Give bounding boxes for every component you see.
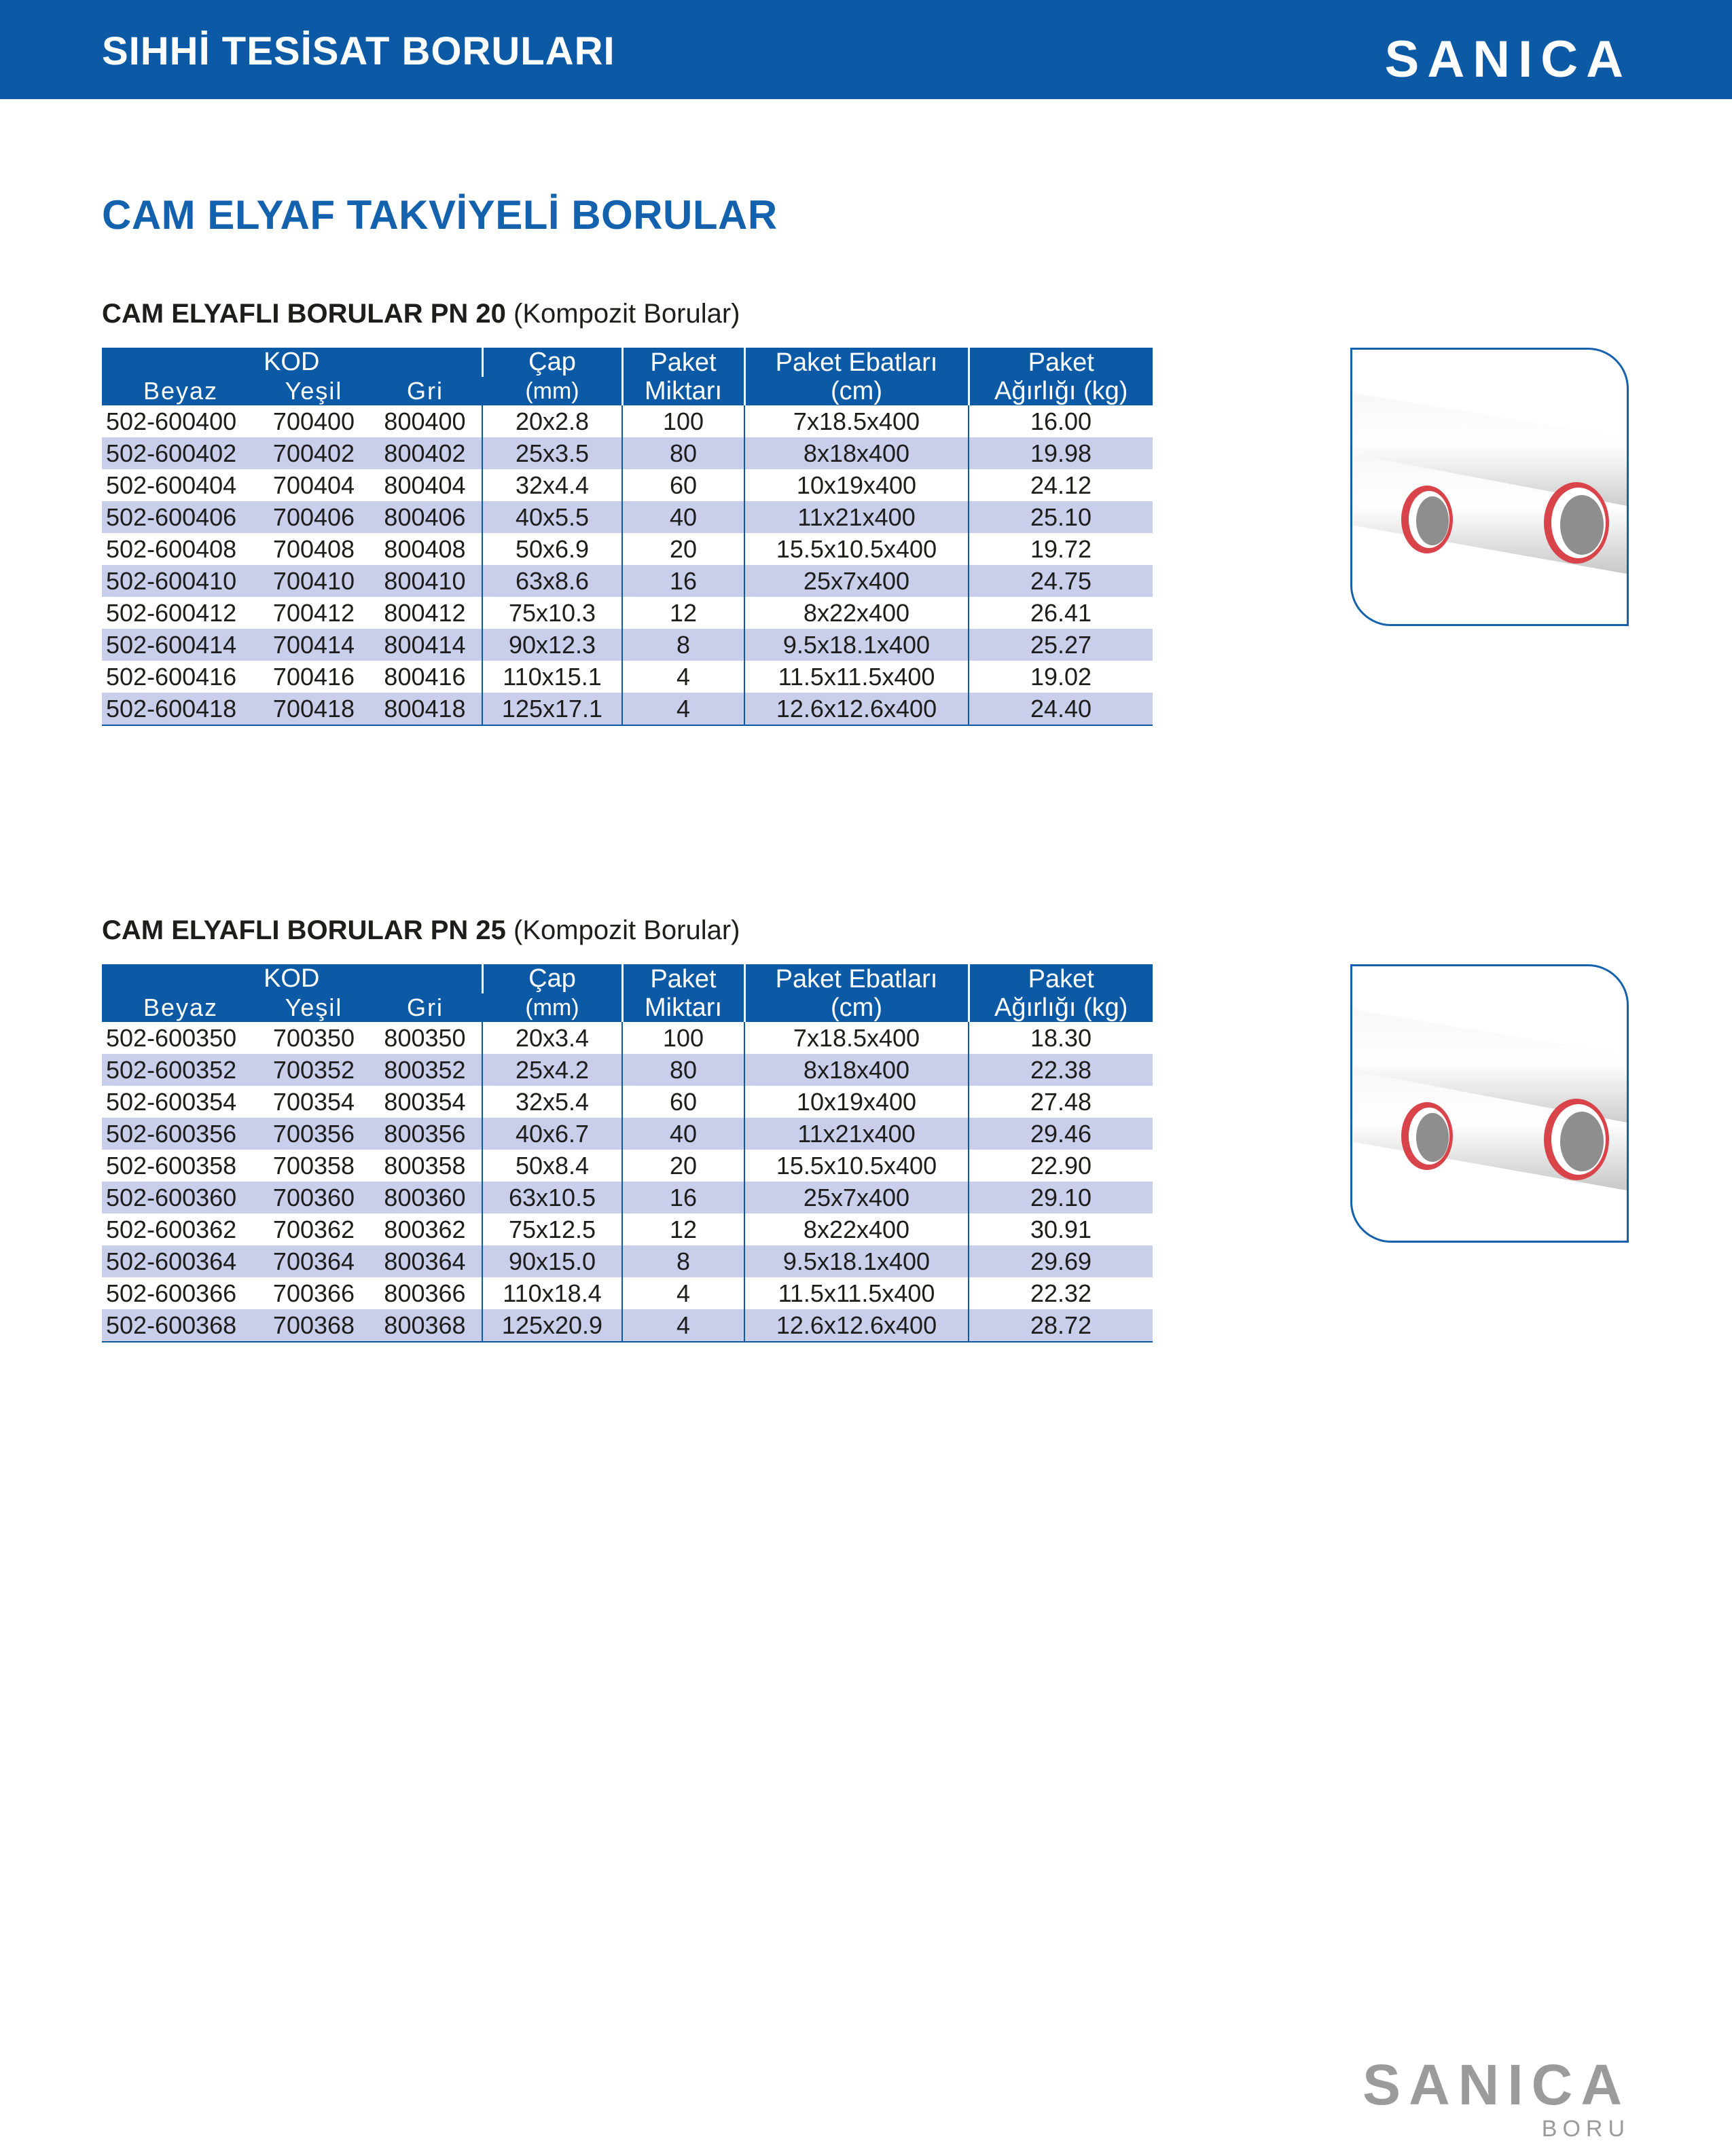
table-row (102, 1054, 1153, 1086)
cell-kod-yesil: 700352 (259, 1054, 368, 1086)
table-row (102, 1086, 1153, 1118)
col-header-yesil: Yeşil (259, 993, 368, 1023)
cell-cap: 90x12.3 (482, 629, 622, 661)
cell-kod-gri: 800414 (368, 629, 482, 661)
table-row (102, 501, 1153, 533)
cell-paket-ebatlari: 7x18.5x400 (744, 1022, 969, 1054)
cell-paket-miktari: 60 (622, 469, 744, 501)
cell-kod-beyaz: 502-600408 (102, 533, 259, 565)
table-row (102, 1277, 1153, 1309)
cell-kod-beyaz: 502-600418 (102, 693, 259, 725)
cell-paket-miktari: 4 (622, 1309, 744, 1342)
cell-paket-ebatlari: 25x7x400 (744, 1182, 969, 1213)
table-row (102, 597, 1153, 629)
table-row (102, 533, 1153, 565)
cell-paket-miktari: 4 (622, 1277, 744, 1309)
cell-cap: 110x15.1 (482, 661, 622, 693)
table-row (102, 1213, 1153, 1245)
table-title-pn20 (102, 299, 740, 329)
cell-paket-agirligi: 27.48 (969, 1086, 1153, 1118)
col-header-paket-miktari: Paket Miktarı (622, 348, 744, 405)
table-row (102, 405, 1153, 437)
cell-paket-agirligi: 29.46 (969, 1118, 1153, 1150)
cell-paket-agirligi: 29.10 (969, 1182, 1153, 1213)
cell-kod-beyaz: 502-600416 (102, 661, 259, 693)
cell-cap: 125x20.9 (482, 1309, 622, 1342)
table-title-bold: CAM ELYAFLI BORULAR PN 25 (102, 915, 506, 945)
cell-paket-ebatlari: 11x21x400 (744, 1118, 969, 1150)
pipe-illustration-icon (1352, 350, 1627, 624)
cell-paket-miktari: 40 (622, 1118, 744, 1150)
cell-cap: 25x3.5 (482, 437, 622, 469)
cell-cap: 75x12.5 (482, 1213, 622, 1245)
pipe-illustration-icon (1352, 966, 1627, 1241)
cell-paket-miktari: 12 (622, 1213, 744, 1245)
cell-cap: 32x5.4 (482, 1086, 622, 1118)
cell-kod-gri: 800360 (368, 1182, 482, 1213)
col-header-kod: KOD (102, 964, 482, 993)
cell-kod-beyaz: 502-600358 (102, 1150, 259, 1182)
cell-kod-gri: 800418 (368, 693, 482, 725)
cell-paket-ebatlari: 11.5x11.5x400 (744, 1277, 969, 1309)
table-title-note: (Kompozit Borular) (513, 299, 740, 329)
cell-kod-yesil: 700402 (259, 437, 368, 469)
cell-cap: 75x10.3 (482, 597, 622, 629)
cell-kod-gri: 800368 (368, 1309, 482, 1342)
cell-paket-ebatlari: 11x21x400 (744, 501, 969, 533)
cell-paket-agirligi: 19.98 (969, 437, 1153, 469)
cell-paket-miktari: 12 (622, 597, 744, 629)
cell-kod-yesil: 700406 (259, 501, 368, 533)
cell-kod-beyaz: 502-600362 (102, 1213, 259, 1245)
cell-paket-agirligi: 24.12 (969, 469, 1153, 501)
cell-cap: 63x8.6 (482, 565, 622, 597)
cell-kod-gri: 800410 (368, 565, 482, 597)
table-row (102, 437, 1153, 469)
cell-kod-gri: 800408 (368, 533, 482, 565)
cell-paket-agirligi: 28.72 (969, 1309, 1153, 1342)
cell-kod-gri: 800356 (368, 1118, 482, 1150)
table-title-note: (Kompozit Borular) (513, 915, 740, 945)
cell-kod-yesil: 700350 (259, 1022, 368, 1054)
cell-kod-gri: 800412 (368, 597, 482, 629)
cell-cap: 50x8.4 (482, 1150, 622, 1182)
cell-kod-gri: 800354 (368, 1086, 482, 1118)
cell-kod-gri: 800416 (368, 661, 482, 693)
cell-kod-beyaz: 502-600350 (102, 1022, 259, 1054)
cell-paket-ebatlari: 10x19x400 (744, 1086, 969, 1118)
cell-paket-miktari: 16 (622, 1182, 744, 1213)
cell-kod-beyaz: 502-600402 (102, 437, 259, 469)
cell-cap: 110x18.4 (482, 1277, 622, 1309)
cell-kod-beyaz: 502-600360 (102, 1182, 259, 1213)
cell-kod-gri: 800406 (368, 501, 482, 533)
col-header-paket-ebatlari: Paket Ebatları (cm) (744, 964, 969, 1022)
cell-kod-beyaz: 502-600354 (102, 1086, 259, 1118)
cell-paket-agirligi: 24.75 (969, 565, 1153, 597)
cell-kod-yesil: 700414 (259, 629, 368, 661)
cell-paket-agirligi: 26.41 (969, 597, 1153, 629)
cell-kod-gri: 800364 (368, 1245, 482, 1277)
cell-kod-gri: 800362 (368, 1213, 482, 1245)
cell-cap: 20x3.4 (482, 1022, 622, 1054)
col-header-cap: Çap (mm) (482, 964, 622, 1022)
cell-paket-ebatlari: 12.6x12.6x400 (744, 693, 969, 725)
section-title: CAM ELYAF TAKVİYELİ BORULAR (102, 192, 778, 238)
cell-kod-yesil: 700354 (259, 1086, 368, 1118)
cell-kod-beyaz: 502-600352 (102, 1054, 259, 1086)
table-title-bold: CAM ELYAFLI BORULAR PN 20 (102, 299, 506, 329)
col-header-paket-agirligi: Paket Ağırlığı (kg) (969, 964, 1153, 1022)
col-header-gri: Gri (368, 993, 482, 1023)
footer-logo (1362, 2053, 1630, 2142)
header-title: SIHHİ TESİSAT BORULARI (102, 29, 615, 73)
cell-paket-agirligi: 22.90 (969, 1150, 1153, 1182)
cell-cap: 40x6.7 (482, 1118, 622, 1150)
cell-kod-beyaz: 502-600400 (102, 405, 259, 437)
cell-kod-beyaz: 502-600406 (102, 501, 259, 533)
cell-cap: 20x2.8 (482, 405, 622, 437)
cell-paket-ebatlari: 11.5x11.5x400 (744, 661, 969, 693)
col-header-beyaz: Beyaz (102, 377, 259, 406)
cell-paket-miktari: 4 (622, 693, 744, 725)
cell-kod-beyaz: 502-600366 (102, 1277, 259, 1309)
col-header-kod: KOD (102, 348, 482, 377)
cell-kod-yesil: 700400 (259, 405, 368, 437)
cell-paket-agirligi: 18.30 (969, 1022, 1153, 1054)
col-header-yesil: Yeşil (259, 377, 368, 406)
col-header-gri: Gri (368, 377, 482, 406)
cell-paket-ebatlari: 9.5x18.1x400 (744, 1245, 969, 1277)
cell-kod-yesil: 700362 (259, 1213, 368, 1245)
col-header-paket-ebatlari: Paket Ebatları (cm) (744, 348, 969, 405)
col-header-paket-agirligi: Paket Ağırlığı (kg) (969, 348, 1153, 405)
table-row (102, 1118, 1153, 1150)
cell-kod-beyaz: 502-600404 (102, 469, 259, 501)
cell-paket-miktari: 60 (622, 1086, 744, 1118)
cell-kod-yesil: 700410 (259, 565, 368, 597)
cell-paket-agirligi: 19.72 (969, 533, 1153, 565)
cell-kod-gri: 800404 (368, 469, 482, 501)
cell-paket-miktari: 100 (622, 405, 744, 437)
cell-kod-gri: 800366 (368, 1277, 482, 1309)
product-photo-pn25 (1350, 964, 1629, 1243)
cell-cap: 50x6.9 (482, 533, 622, 565)
cell-kod-gri: 800352 (368, 1054, 482, 1086)
cell-paket-miktari: 8 (622, 1245, 744, 1277)
cell-kod-beyaz: 502-600364 (102, 1245, 259, 1277)
cell-paket-agirligi: 22.38 (969, 1054, 1153, 1086)
cell-paket-agirligi: 30.91 (969, 1213, 1153, 1245)
col-header-cap: Çap (mm) (482, 348, 622, 405)
cell-kod-beyaz: 502-600356 (102, 1118, 259, 1150)
cell-kod-gri: 800400 (368, 405, 482, 437)
cell-cap: 90x15.0 (482, 1245, 622, 1277)
cell-kod-yesil: 700366 (259, 1277, 368, 1309)
cell-paket-ebatlari: 25x7x400 (744, 565, 969, 597)
cell-kod-beyaz: 502-600410 (102, 565, 259, 597)
cell-kod-yesil: 700416 (259, 661, 368, 693)
cell-paket-agirligi: 29.69 (969, 1245, 1153, 1277)
cell-kod-yesil: 700364 (259, 1245, 368, 1277)
header-bar (0, 0, 1732, 99)
cell-kod-yesil: 700360 (259, 1182, 368, 1213)
table-row (102, 1022, 1153, 1054)
cell-kod-gri: 800350 (368, 1022, 482, 1054)
col-header-paket-miktari: Paket Miktarı (622, 964, 744, 1022)
cell-paket-ebatlari: 12.6x12.6x400 (744, 1309, 969, 1342)
spec-table-pn25 (102, 964, 1153, 1342)
cell-kod-yesil: 700404 (259, 469, 368, 501)
cell-paket-miktari: 4 (622, 661, 744, 693)
table-row (102, 1182, 1153, 1213)
cell-paket-ebatlari: 9.5x18.1x400 (744, 629, 969, 661)
cell-paket-miktari: 20 (622, 1150, 744, 1182)
cell-kod-yesil: 700408 (259, 533, 368, 565)
cell-kod-gri: 800358 (368, 1150, 482, 1182)
cell-paket-agirligi: 19.02 (969, 661, 1153, 693)
table-row (102, 1309, 1153, 1342)
cell-paket-agirligi: 25.27 (969, 629, 1153, 661)
footer-sub: BORU (1541, 2116, 1630, 2142)
cell-paket-ebatlari: 15.5x10.5x400 (744, 1150, 969, 1182)
cell-paket-ebatlari: 15.5x10.5x400 (744, 533, 969, 565)
cell-paket-agirligi: 24.40 (969, 693, 1153, 725)
spec-table-pn20 (102, 348, 1153, 726)
cell-paket-agirligi: 25.10 (969, 501, 1153, 533)
product-photo-pn20 (1350, 348, 1629, 626)
table-row (102, 661, 1153, 693)
cell-paket-ebatlari: 8x18x400 (744, 1054, 969, 1086)
cell-paket-ebatlari: 8x22x400 (744, 1213, 969, 1245)
cell-paket-ebatlari: 8x22x400 (744, 597, 969, 629)
table-row (102, 1245, 1153, 1277)
cell-cap: 63x10.5 (482, 1182, 622, 1213)
cell-cap: 32x4.4 (482, 469, 622, 501)
table-row (102, 1150, 1153, 1182)
table-row (102, 469, 1153, 501)
brand-logo: SANICA (1384, 31, 1631, 88)
cell-paket-ebatlari: 10x19x400 (744, 469, 969, 501)
cell-kod-gri: 800402 (368, 437, 482, 469)
cell-cap: 40x5.5 (482, 501, 622, 533)
cell-paket-miktari: 40 (622, 501, 744, 533)
col-header-beyaz: Beyaz (102, 993, 259, 1023)
table-row (102, 693, 1153, 725)
cell-paket-ebatlari: 7x18.5x400 (744, 405, 969, 437)
cell-kod-yesil: 700358 (259, 1150, 368, 1182)
cell-kod-yesil: 700356 (259, 1118, 368, 1150)
cell-paket-miktari: 16 (622, 565, 744, 597)
cell-kod-yesil: 700418 (259, 693, 368, 725)
cell-paket-agirligi: 16.00 (969, 405, 1153, 437)
cell-paket-miktari: 100 (622, 1022, 744, 1054)
table-title-pn25 (102, 915, 740, 946)
cell-kod-beyaz: 502-600414 (102, 629, 259, 661)
table-row (102, 565, 1153, 597)
cell-paket-miktari: 80 (622, 437, 744, 469)
cell-paket-ebatlari: 8x18x400 (744, 437, 969, 469)
cell-paket-miktari: 20 (622, 533, 744, 565)
table-row (102, 629, 1153, 661)
cell-kod-yesil: 700368 (259, 1309, 368, 1342)
footer-brand: SANICA (1362, 2053, 1630, 2117)
cell-kod-beyaz: 502-600368 (102, 1309, 259, 1342)
cell-paket-miktari: 80 (622, 1054, 744, 1086)
cell-kod-beyaz: 502-600412 (102, 597, 259, 629)
cell-cap: 125x17.1 (482, 693, 622, 725)
cell-paket-agirligi: 22.32 (969, 1277, 1153, 1309)
cell-kod-yesil: 700412 (259, 597, 368, 629)
cell-cap: 25x4.2 (482, 1054, 622, 1086)
cell-paket-miktari: 8 (622, 629, 744, 661)
